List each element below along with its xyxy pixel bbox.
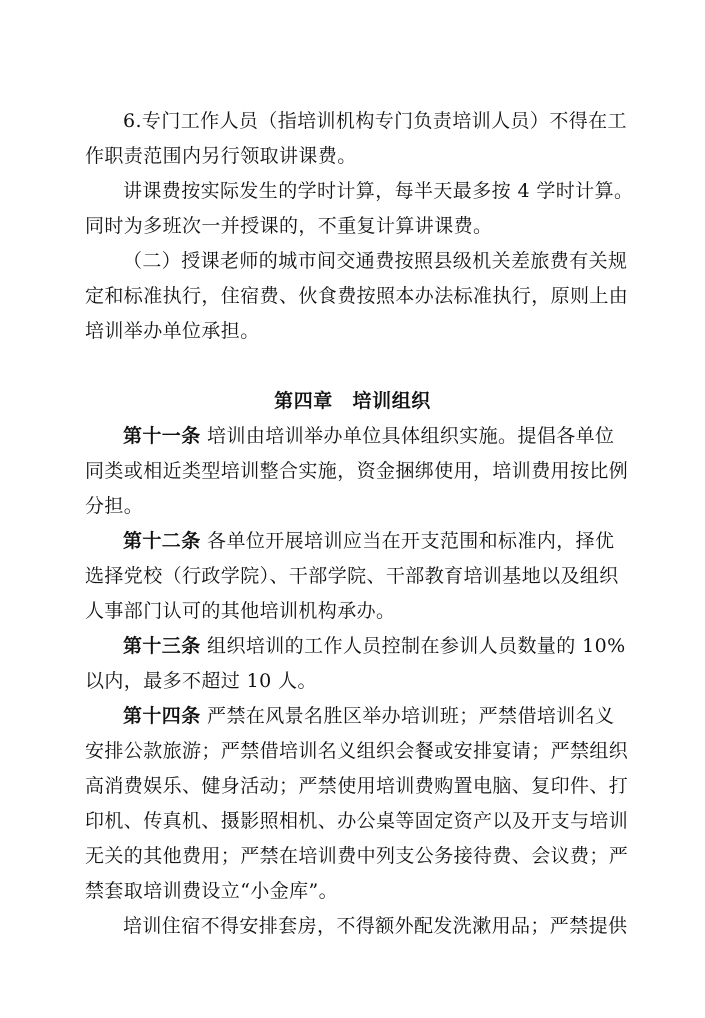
article-14-line-3: 高消费娱乐、健身活动；严禁使用培训费购置电脑、复印件、打 [85, 775, 629, 797]
article-14-label: 第十四条 [123, 705, 201, 727]
article-11-line-2: 同类或相近类型培训整合实施，资金捆绑使用，培训费用按比例 [85, 460, 629, 482]
paragraph-hours-line-2: 同时为多班次一并授课的，不重复计算讲课费。 [85, 215, 493, 237]
chapter-title: 第四章 培训组织 [274, 390, 431, 412]
article-12-line-2: 选择党校（行政学院）、干部学院、干部教育培训基地以及组织 [85, 565, 619, 587]
paragraph-hours-line-1: 讲课费按实际发生的学时计算，每半天最多按 4 学时计算。 [123, 180, 634, 202]
article-14-line-6: 禁套取培训费设立“小金库”。 [85, 880, 339, 902]
paragraph-2-line-1: （二）授课老师的城市间交通费按照县级机关差旅费有关规 [123, 250, 628, 272]
paragraph-6-line-1: 6.专门工作人员（指培训机构专门负责培训人员）不得在工 [123, 110, 627, 132]
paragraph-2-line-2: 定和标准执行，住宿费、伙食费按照本办法标准执行，原则上由 [85, 285, 629, 307]
article-13-line-2: 以内，最多不超过 10 人。 [85, 670, 317, 692]
article-14-line-2: 安排公款旅游；严禁借培训名义组织会餐或安排宴请；严禁组织 [85, 740, 629, 762]
article-12-label: 第十二条 [123, 530, 201, 552]
article-13-line-1 [123, 631, 626, 658]
article-12-line-1 [123, 526, 614, 553]
paragraph-lodging-line-1: 培训住宿不得安排套房，不得额外配发洗漱用品；严禁提供 [123, 915, 628, 937]
article-14-text: 严禁在风景名胜区举办培训班；严禁借培训名义 [200, 705, 615, 727]
article-11-line-1 [123, 421, 614, 448]
article-14-line-5: 无关的其他费用；严禁在培训费中列支公务接待费、会议费；严 [85, 845, 629, 867]
article-13-text: 组织培训的工作人员控制在参训人员数量的 10% [200, 635, 626, 657]
article-11-label: 第十一条 [123, 425, 201, 447]
article-13-label: 第十三条 [123, 635, 201, 657]
article-12-text: 各单位开展培训应当在开支范围和标准内，择优 [200, 530, 615, 552]
article-11-line-3: 分担。 [85, 495, 144, 517]
article-12-line-3: 人事部门认可的其他培训机构承办。 [85, 600, 396, 622]
article-14-line-1 [123, 701, 614, 728]
article-14-line-4: 印机、传真机、摄影照相机、办公桌等固定资产以及开支与培训 [85, 810, 629, 832]
paragraph-6-line-2: 作职责范围内另行领取讲课费。 [85, 145, 357, 167]
paragraph-2-line-3: 培训举办单位承担。 [85, 320, 260, 342]
article-11-text: 培训由培训举办单位具体组织实施。提倡各单位 [200, 425, 615, 447]
